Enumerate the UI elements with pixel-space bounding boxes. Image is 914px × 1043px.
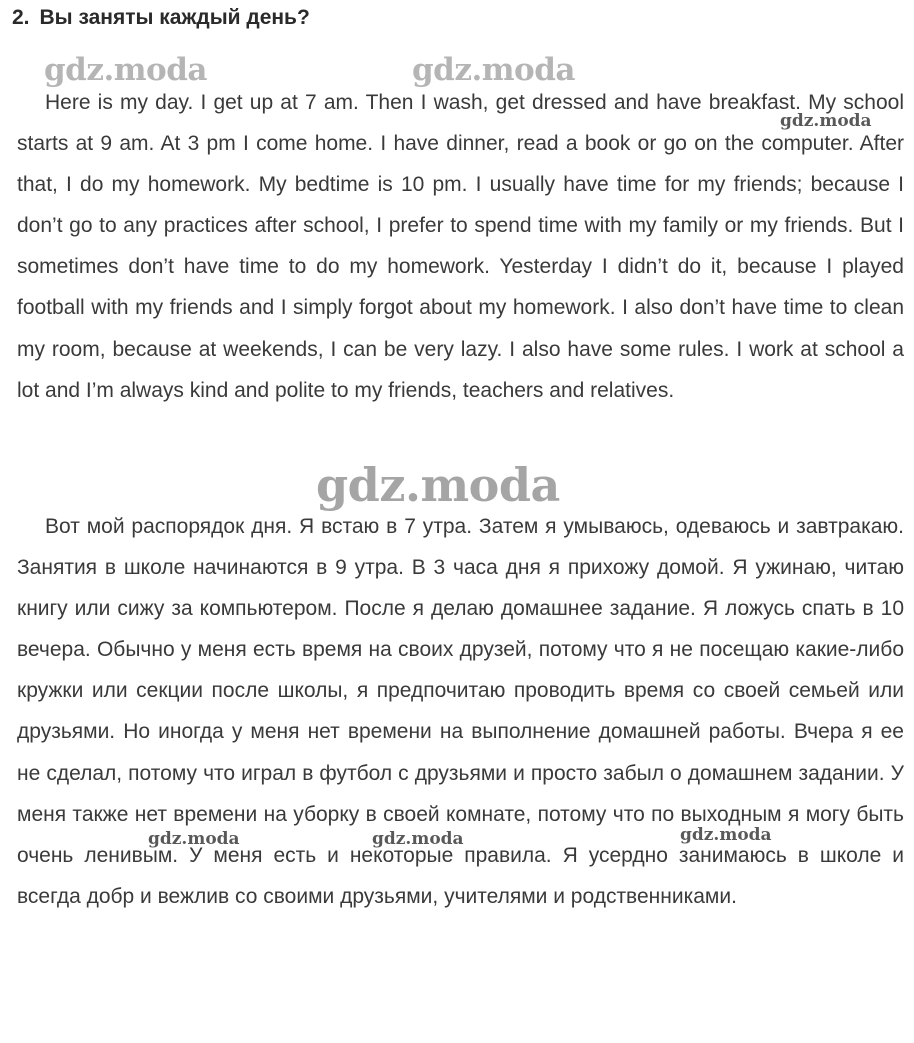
watermark: gdz.moda bbox=[680, 825, 772, 845]
russian-paragraph: Вот мой распорядок дня. Я встаю в 7 утра. Затем я умываюсь, одеваюсь и завтракаю. Занятия в школе начинаются в 9 утра. В 3 часа дня я прихожу домой. Я ужинаю, читаю книгу или сижу за компьютером. После я делаю домашнее задание. Я ложусь спать в 10 вечера. Обычно у меня есть время на своих друзей, потому что я не посещаю какие-либо кружки или секции после школы, я предпочитаю проводить время со своей семьей или друзьями. Но иногда у меня нет времени на выполнение домашней работы. Вчера я ее не сделал, потому что играл в футбол с друзьями и просто забыл о домашнем задании. У меня также нет времени на уборку в своей комнате, потому что по выходным я могу быть очень ленивым. У меня есть и некоторые правила. Я усердно занимаюсь в школе и всегда добр и вежлив со своими друзьями, учителями и родственниками. bbox=[17, 515, 904, 908]
watermark: gdz.moda bbox=[372, 829, 464, 849]
watermark: gdz.moda bbox=[412, 52, 575, 88]
watermark: gdz.moda bbox=[44, 52, 207, 88]
task-number: 2. bbox=[12, 6, 30, 29]
english-paragraph: Here is my day. I get up at 7 am. Then I wash, get dressed and have breakfast. My school starts at 9 am. At 3 pm I come home. I have dinner, read a book or go on the computer. After that, I do my homework. My bedtime is 10 pm. I usually have time for my friends; because I don’t go to any practices after school, I prefer to spend time with my family or my friends. But I sometimes don’t have time to do my homework. Yesterday I didn’t do it, because I played football with my friends and I simply forgot about my homework. I also don’t have time to clean my room, because at weekends, I can be very lazy. I also have some rules. I work at school a lot and I’m always kind and polite to my friends, teachers and relatives. bbox=[17, 91, 904, 402]
watermark: gdz.moda bbox=[780, 111, 872, 131]
task-header bbox=[12, 6, 310, 30]
watermark: gdz.moda bbox=[148, 829, 240, 849]
task-title: Вы заняты каждый день? bbox=[39, 6, 310, 29]
watermark: gdz.moda bbox=[316, 458, 560, 512]
